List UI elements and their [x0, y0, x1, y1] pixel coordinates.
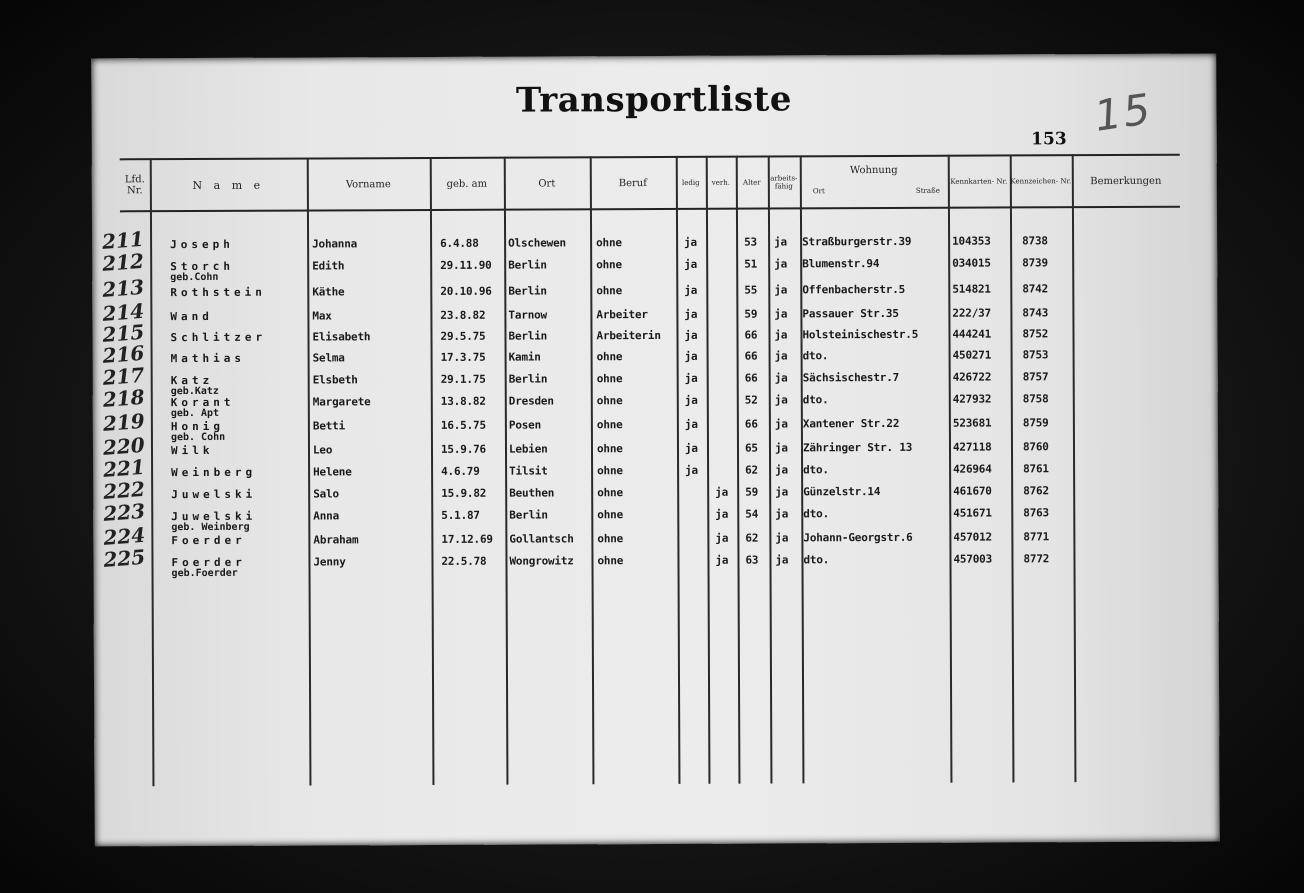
cell-ort: Berlin [509, 508, 548, 522]
header-vorname: Vorname [345, 178, 391, 190]
cell-arb: ja [774, 307, 788, 321]
cell-ort: Berlin [508, 258, 547, 272]
cell-arb: ja [775, 463, 788, 477]
cell-arb: ja [774, 283, 788, 297]
cell-kk: 523681 [952, 416, 992, 430]
cell-geb: 17.3.75 [440, 350, 486, 364]
cell-name: Mathias [170, 351, 245, 366]
cell-kk: 461670 [953, 484, 992, 498]
cell-vorname: Elisabeth [312, 330, 371, 344]
cell-alter: 59 [744, 307, 758, 321]
cell-kz: 8743 [1022, 306, 1049, 320]
header-kennzeichen: Kennzeichen- Nr. [1010, 177, 1072, 186]
cell-arb: ja [775, 531, 789, 545]
cell-vorname: Selma [312, 351, 345, 365]
cell-geb: 17.12.69 [441, 532, 493, 546]
cell-geb: 5.1.87 [441, 508, 480, 522]
cell-beruf: ohne [596, 284, 623, 298]
cell-geb: 16.5.75 [440, 418, 486, 432]
cell-name: Schlitzer [170, 330, 267, 345]
cell-geb: 15.9.76 [440, 442, 486, 456]
cell-kz: 8757 [1022, 370, 1049, 384]
cell-ort: Tarnow [508, 308, 547, 322]
cell-kz: 8760 [1022, 440, 1049, 454]
cell-name-birthname: geb. Weinberg [171, 521, 250, 534]
table-top-rule [120, 154, 1180, 161]
cell-name: Juwelski geb. Weinberg [171, 509, 257, 534]
cell-kz: 8763 [1023, 506, 1050, 520]
cell-ort: Berlin [508, 329, 548, 343]
cell-kk: 444241 [952, 327, 992, 341]
cell-geb: 23.8.82 [440, 308, 486, 322]
cell-ledig: ja [684, 417, 698, 431]
row-number: 212 [101, 248, 145, 276]
header-verh: verh. [711, 178, 730, 187]
header-ledig: ledig [682, 178, 700, 187]
cell-ledig: ja [684, 441, 698, 455]
cell-kk: 222/37 [952, 306, 991, 320]
transport-table [101, 154, 1183, 789]
cell-verh: ja [715, 531, 729, 545]
cell-strasse: Straßburgerstr.39 [802, 234, 912, 249]
cell-name-birthname: geb. Cohn [170, 431, 226, 444]
row-number: 225 [102, 544, 147, 572]
cell-strasse: Zähringer Str. 13 [802, 440, 913, 455]
cell-name: Honig geb. Cohn [170, 419, 226, 444]
cell-beruf: ohne [596, 350, 623, 364]
cell-alter: 51 [744, 257, 758, 271]
cell-beruf: ohne [596, 258, 622, 272]
cell-alter: 66 [744, 328, 758, 342]
cell-beruf: Arbeiter [596, 308, 648, 322]
cell-ledig: ja [684, 393, 698, 407]
cell-alter: 59 [745, 485, 759, 499]
cell-strasse: Passauer Str.35 [802, 306, 899, 321]
cell-name: Wilk [170, 443, 214, 458]
header-alter: Alter [743, 178, 761, 187]
cell-ort: Tilsit [509, 464, 548, 478]
cell-vorname: Helene [313, 465, 352, 479]
header-beruf: Beruf [618, 177, 647, 189]
cell-kk: 457003 [953, 552, 993, 566]
cell-kk: 426964 [953, 462, 992, 476]
cell-kk: 427118 [952, 440, 992, 454]
cell-geb: 4.6.79 [441, 464, 480, 478]
cell-geb: 29.1.75 [440, 372, 486, 386]
cell-name: Weinberg [171, 465, 257, 480]
header-wohnung-strasse: Straße [915, 186, 940, 195]
cell-arb: ja [774, 257, 788, 271]
cell-kk: 426722 [952, 370, 992, 384]
cell-geb: 20.10.96 [440, 284, 492, 298]
cell-beruf: ohne [596, 442, 623, 456]
cell-vorname: Abraham [313, 533, 359, 547]
cell-ort: Dresden [508, 394, 554, 408]
cell-name: Wand [170, 309, 213, 324]
cell-strasse: dto. [802, 349, 829, 363]
cell-verh: ja [715, 507, 729, 521]
row-number: 219 [102, 408, 146, 436]
cell-ledig: ja [685, 463, 698, 477]
cell-strasse: Holsteinischestr.5 [802, 327, 919, 342]
row-number: 214 [101, 298, 145, 326]
cell-name: Foerder [171, 533, 246, 548]
cell-arb: ja [774, 417, 788, 431]
cell-ort: Berlin [508, 284, 547, 298]
cell-vorname: Edith [312, 259, 345, 273]
cell-ledig: ja [684, 235, 697, 249]
cell-alter: 55 [744, 283, 758, 297]
cell-alter: 66 [744, 417, 758, 431]
cell-geb: 13.8.82 [440, 394, 486, 408]
row-number: 213 [101, 274, 145, 302]
column-rule [948, 155, 953, 783]
cell-arb: ja [775, 485, 789, 499]
row-number: 217 [101, 362, 146, 390]
cell-beruf: ohne [596, 394, 623, 408]
cell-arb: ja [774, 393, 788, 407]
cell-alter: 62 [745, 531, 759, 545]
cell-vorname: Johanna [312, 237, 358, 251]
cell-strasse: dto. [803, 553, 830, 567]
cell-kk: 457012 [953, 530, 992, 544]
header-bemerkungen: Bemerkungen [1090, 175, 1162, 187]
column-rule [307, 158, 312, 786]
cell-kk: 034015 [952, 256, 991, 270]
cell-name: Foerder geb.Foerder [171, 555, 246, 580]
header-name: N a m e [192, 178, 265, 192]
cell-arb: ja [774, 328, 788, 342]
cell-arb: ja [775, 553, 789, 567]
cell-name-birthname: geb.Katz [170, 385, 219, 398]
cell-alter: 65 [744, 441, 758, 455]
cell-kz: 8739 [1022, 256, 1048, 270]
cell-alter: 52 [744, 393, 758, 407]
cell-arb: ja [774, 371, 788, 385]
row-number: 222 [102, 476, 146, 504]
cell-ort: Wongrowitz [509, 554, 574, 568]
column-rule [1010, 154, 1015, 782]
page-title: Transportliste [515, 79, 793, 121]
cell-kz: 8742 [1022, 282, 1049, 296]
row-number: 218 [101, 384, 146, 412]
row-number: 224 [102, 522, 146, 550]
cell-vorname: Max [312, 309, 332, 323]
header-wohnung-ort: Ort [812, 187, 825, 196]
cell-name-birthname: geb. Apt [170, 407, 220, 420]
cell-geb: 6.4.88 [440, 236, 479, 250]
cell-beruf: ohne [597, 532, 624, 546]
cell-kz: 8761 [1023, 462, 1049, 476]
cell-arb: ja [774, 441, 788, 455]
row-number: 215 [101, 319, 146, 347]
cell-ort: Berlin [508, 372, 548, 386]
cell-ledig: ja [684, 307, 698, 321]
row-number: 211 [101, 226, 145, 254]
cell-strasse: Johann-Georgstr.6 [803, 530, 913, 545]
cell-alter: 62 [745, 463, 758, 477]
cell-vorname: Anna [313, 509, 340, 523]
column-rule [676, 156, 681, 784]
cell-strasse: Blumenstr.94 [802, 257, 880, 271]
cell-beruf: ohne [596, 372, 623, 386]
row-number: 220 [102, 432, 146, 460]
column-rule [1072, 154, 1077, 782]
cell-beruf: ohne [597, 464, 623, 478]
cell-ledig: ja [684, 349, 698, 363]
cell-name: Korant geb. Apt [170, 395, 235, 420]
cell-ort: Posen [508, 418, 542, 432]
cell-name-birthname: geb.Foerder [171, 567, 238, 580]
cell-beruf: ohne [597, 486, 623, 500]
cell-vorname: Käthe [312, 285, 345, 299]
cell-ort: Olschewen [508, 236, 566, 250]
cell-ort: Gollantsch [509, 532, 574, 546]
cell-name: Joseph [170, 237, 234, 252]
cell-ort: Lebien [508, 442, 548, 456]
page-number: 153 [1031, 129, 1067, 150]
cell-name: Storch geb.Cohn [170, 259, 234, 284]
header-ort: Ort [538, 177, 556, 190]
cell-vorname: Salo [313, 487, 339, 501]
cell-kk: 427932 [952, 392, 992, 406]
cell-vorname: Leo [312, 443, 333, 457]
cell-kz: 8772 [1023, 552, 1050, 566]
cell-beruf: ohne [596, 418, 623, 432]
cell-beruf: Arbeiterin [596, 328, 661, 343]
cell-kk: 450271 [952, 348, 992, 362]
cell-verh: ja [715, 553, 729, 567]
column-rule [150, 158, 155, 786]
cell-kk: 104353 [952, 234, 991, 248]
cell-kz: 8752 [1022, 327, 1049, 341]
cell-alter: 66 [744, 371, 758, 385]
cell-name-birthname: geb.Cohn [170, 271, 219, 284]
column-rule [504, 157, 509, 785]
cell-vorname: Elsbeth [312, 373, 358, 387]
column-rule [768, 155, 773, 783]
cell-strasse: dto. [803, 507, 830, 521]
cell-ledig: ja [684, 328, 698, 342]
cell-kz: 8758 [1022, 392, 1049, 406]
cell-kz: 8771 [1023, 530, 1050, 544]
cell-kk: 451671 [953, 506, 992, 520]
cell-ledig: ja [684, 283, 698, 297]
table-header-rule [120, 206, 1180, 213]
cell-geb: 29.5.75 [440, 329, 486, 343]
column-rule [706, 156, 711, 784]
cell-strasse: dto. [803, 463, 829, 477]
cell-vorname: Margarete [312, 395, 371, 409]
column-rule [590, 156, 595, 784]
cell-name: Rothstein [170, 285, 266, 300]
header-wohnung: Wohnung [849, 164, 898, 177]
document-page [91, 54, 1219, 847]
cell-kk: 514821 [952, 282, 991, 296]
cell-alter: 53 [744, 235, 757, 249]
cell-name: Juwelski [171, 487, 257, 502]
cell-strasse: Günzelstr.14 [803, 485, 881, 499]
cell-geb: 15.9.82 [441, 486, 487, 500]
row-number: 216 [101, 340, 146, 368]
cell-vorname: Jenny [313, 555, 346, 569]
cell-alter: 54 [745, 507, 759, 521]
cell-kz: 8738 [1022, 234, 1048, 248]
column-rule [736, 156, 741, 784]
cell-arb: ja [774, 235, 787, 249]
cell-name: Katz geb.Katz [170, 373, 219, 398]
header-geb: geb. am [446, 178, 488, 190]
column-rule [430, 157, 435, 785]
cell-vorname: Betti [312, 419, 346, 433]
cell-beruf: ohne [597, 508, 624, 522]
cell-kz: 8753 [1022, 348, 1049, 362]
cell-geb: 22.5.78 [441, 554, 487, 568]
cell-strasse: Sächsischestr.7 [802, 370, 900, 385]
cell-arb: ja [775, 507, 789, 521]
header-kennkarten: Kennkarten- Nr. [950, 177, 1008, 186]
cell-verh: ja [715, 485, 729, 499]
cell-beruf: ohne [597, 554, 624, 568]
cell-ledig: ja [684, 371, 698, 385]
handwritten-page-mark: 15 [1090, 84, 1155, 141]
cell-geb: 29.11.90 [440, 258, 492, 272]
cell-alter: 66 [744, 349, 758, 363]
cell-ort: Kamin [508, 350, 541, 364]
row-number: 223 [102, 498, 146, 526]
cell-ort: Beuthen [509, 486, 555, 500]
row-number: 221 [102, 454, 146, 482]
header-arbeitsfaehig: arbeits- fähig [770, 174, 798, 191]
cell-alter: 63 [745, 553, 759, 567]
header-lfd: Lfd. Nr. [124, 174, 145, 197]
cell-strasse: Offenbacherstr.5 [802, 282, 906, 297]
cell-kz: 8759 [1022, 416, 1049, 430]
cell-kz: 8762 [1023, 484, 1049, 498]
cell-beruf: ohne [596, 236, 622, 250]
cell-ledig: ja [684, 257, 698, 271]
cell-strasse: dto. [802, 393, 829, 407]
cell-arb: ja [774, 349, 788, 363]
cell-strasse: Xantener Str.22 [802, 416, 900, 431]
